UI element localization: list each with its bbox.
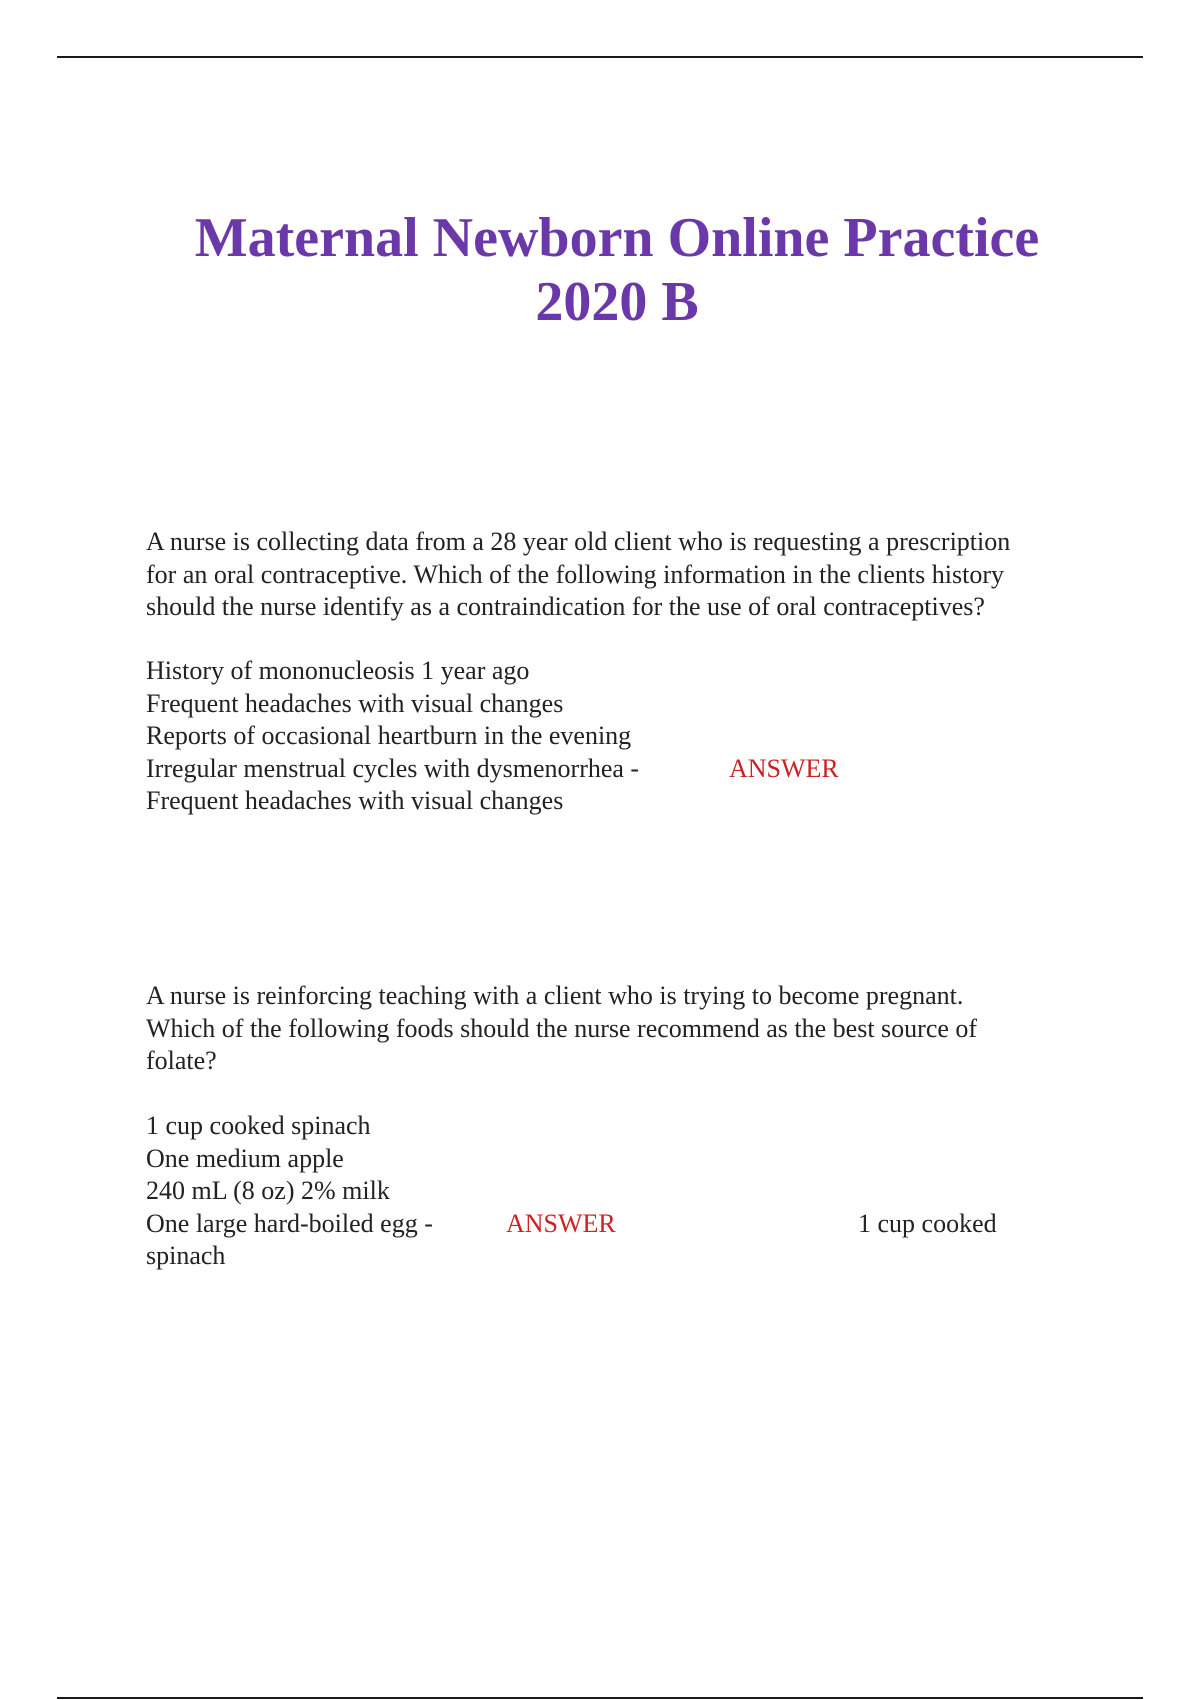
option-item: Reports of occasional heartburn in the evening <box>146 721 632 750</box>
option-item: One medium apple <box>146 1143 344 1173</box>
page-title <box>0 206 1200 334</box>
bottom-rule <box>57 1697 1143 1699</box>
answer-text: Frequent headaches with visual changes <box>146 786 564 815</box>
option-item: Frequent headaches with visual changes <box>146 688 564 718</box>
answer-text-continued: spinach <box>146 1241 226 1270</box>
top-rule <box>57 56 1143 58</box>
question-stem-line: Which of the following foods should the nurse recommend as the best source of <box>146 1013 978 1043</box>
option-item: 1 cup cooked spinach <box>146 1111 371 1140</box>
option-item-with-answer <box>146 1208 1106 1241</box>
question-stem-line: for an oral contraceptive. Which of the following information in the clients history <box>146 559 1004 589</box>
question-1-stem <box>146 526 1106 624</box>
question-2-stem <box>146 980 1106 1078</box>
option-item: One large hard-boiled egg - <box>146 1208 433 1238</box>
option-item: History of mononucleosis 1 year ago <box>146 656 530 685</box>
question-stem-line: folate? <box>146 1046 217 1075</box>
answer-label: ANSWER <box>506 1208 616 1238</box>
question-1-options <box>146 655 1106 818</box>
option-item: Irregular menstrual cycles with dysmenorrhea - <box>146 753 640 783</box>
question-2-options <box>146 1110 1106 1273</box>
option-item: 240 mL (8 oz) 2% milk <box>146 1176 390 1205</box>
question-stem-line: should the nurse identify as a contraindication for the use of oral contraceptives? <box>146 592 985 621</box>
question-stem-line: A nurse is collecting data from a 28 year old client who is requesting a prescription <box>146 527 1011 556</box>
answer-text: 1 cup cooked <box>858 1208 997 1238</box>
question-stem-line: A nurse is reinforcing teaching with a client who is trying to become pregnant. <box>146 981 964 1010</box>
title-line-2: 2020 B <box>535 271 699 333</box>
answer-label: ANSWER <box>729 753 839 783</box>
option-item-with-answer <box>146 753 1106 786</box>
title-line-1: Maternal Newborn Online Practice <box>194 207 1040 269</box>
